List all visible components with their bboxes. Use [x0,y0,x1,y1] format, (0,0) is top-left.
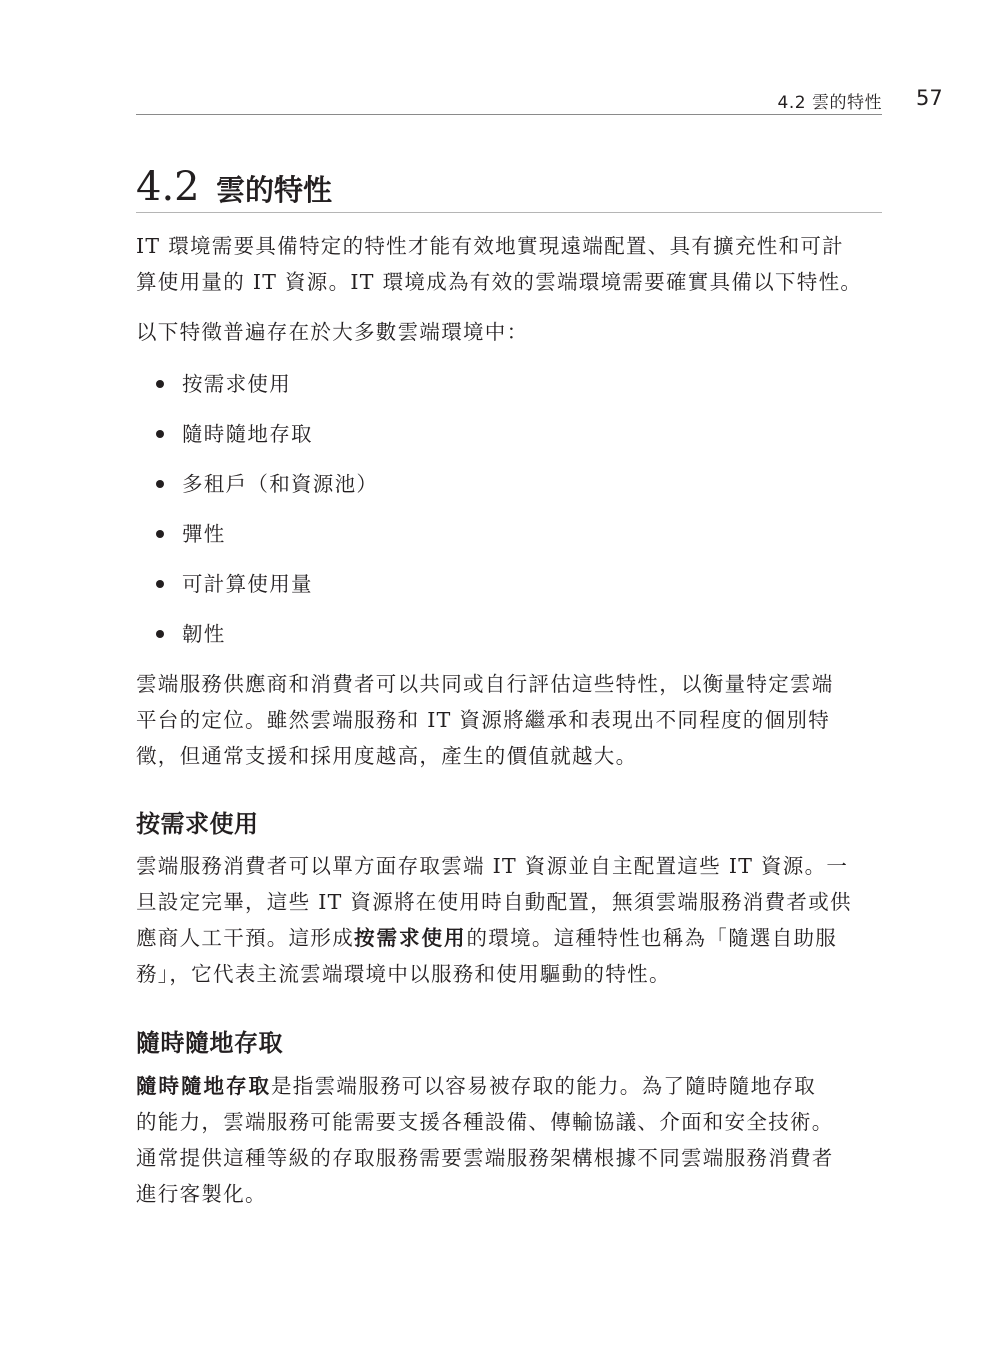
summary-paragraph [136,666,884,774]
on-demand-line: 務」，它代表主流雲端環境中以服務和使用驅動的特性。 [136,962,671,986]
on-demand-line: 旦設定完畢，這些 IT 資源將在使用時自動配置，無須雲端服務消費者或供 [136,890,852,914]
running-title: 4.2 雲的特性 [777,93,882,113]
bullet-icon [156,530,164,538]
ubiquitous-line: 進行客製化。 [136,1182,267,1206]
ubiquitous-line [136,1068,884,1104]
on-demand-text: 的環境。這種特性也稱為「隨選自助服 [466,926,838,950]
list-item [136,466,378,516]
intro-paragraph [136,228,884,300]
subheading-ubiquitous: 隨時隨地存取 [136,1029,283,1057]
characteristics-list [136,366,378,666]
list-item-label: 韌性 [182,622,226,646]
list-item [136,616,378,666]
list-item-label: 多租戶（和資源池） [182,472,379,496]
list-item-label: 可計算使用量 [182,572,313,596]
on-demand-text: 應商人工干預。這形成 [136,926,354,950]
list-item [136,416,378,466]
ubiquitous-line: 通常提供這種等級的存取服務需要雲端服務架構根據不同雲端服務消費者 [136,1146,834,1170]
on-demand-line: 雲端服務消費者可以單方面存取雲端 IT 資源並自主配置這些 IT 資源。一 [136,854,849,878]
intro-line: 算使用量的 IT 資源。IT 環境成為有效的雲端環境需要確實具備以下特性。 [136,270,863,294]
intro-line: IT 環境需要具備特定的特性才能有效地實現遠端配置、具有擴充性和可計 [136,234,844,258]
section-title: 雲的特性 [216,173,333,207]
bullet-icon [156,630,164,638]
list-item-label: 彈性 [182,522,226,546]
bullet-icon [156,580,164,588]
ubiquitous-paragraph [136,1068,884,1212]
on-demand-line [136,920,884,956]
summary-line: 徵，但通常支援和採用度越高，產生的價值就越大。 [136,744,638,768]
bullet-icon [156,430,164,438]
section-number: 4.2 [136,164,200,210]
page-number: 57 [916,86,943,110]
on-demand-paragraph [136,848,884,992]
bullet-icon [156,480,164,488]
list-item-label: 按需求使用 [182,372,291,396]
list-item [136,566,378,616]
summary-line: 雲端服務供應商和消費者可以共同或自行評估這些特性，以衡量特定雲端 [136,672,834,696]
bullet-icon [156,380,164,388]
list-intro: 以下特徵普遍存在於大多數雲端環境中： [136,320,529,344]
list-item-label: 隨時隨地存取 [182,422,313,446]
on-demand-term: 按需求使用 [354,926,467,950]
running-header [136,86,882,115]
section-heading [136,162,882,213]
list-item [136,516,378,566]
ubiquitous-text: 是指雲端服務可以容易被存取的能力。為了隨時隨地存取 [271,1074,816,1098]
subheading-on-demand: 按需求使用 [136,810,259,838]
ubiquitous-term: 隨時隨地存取 [136,1074,271,1098]
list-item [136,366,378,416]
summary-line: 平台的定位。雖然雲端服務和 IT 資源將繼承和表現出不同程度的個別特 [136,708,831,732]
ubiquitous-line: 的能力，雲端服務可能需要支援各種設備、傳輸協議、介面和安全技術。 [136,1110,834,1134]
